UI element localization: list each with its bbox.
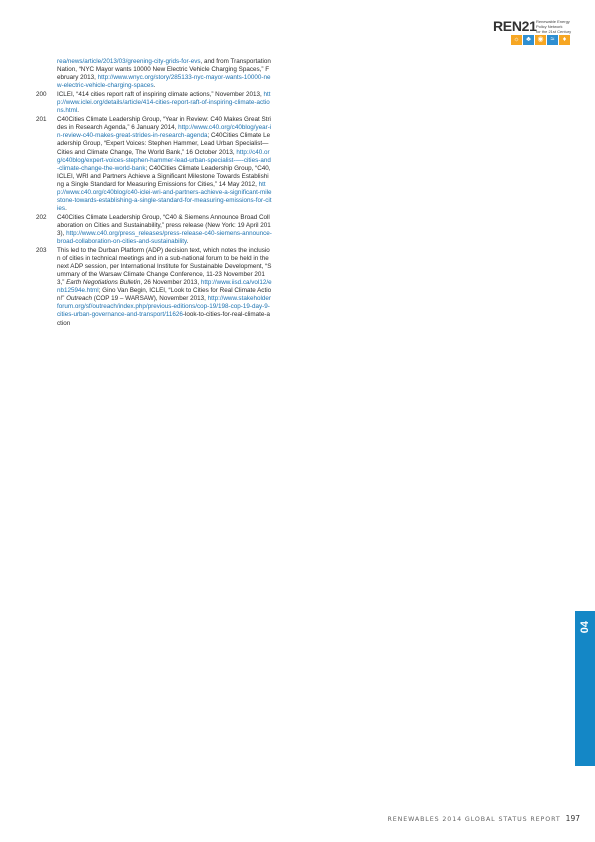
geothermal-icon: ◉ bbox=[535, 35, 546, 45]
endnote-link[interactable]: http://www.wnyc.org/story/285133-nyc-mayor-wants-10000-new-electric-vehicle-charging-spaces bbox=[57, 74, 271, 90]
endnote-italic-text: Earth Negotiations Bulletin bbox=[66, 279, 141, 287]
endnote-text: (COP 19 – WARSAW), November 2013, bbox=[92, 295, 208, 303]
endnote-text: . bbox=[153, 82, 156, 90]
ocean-icon: ≈ bbox=[547, 35, 558, 45]
logo-wordmark bbox=[493, 18, 537, 34]
hydro-icon: ♦ bbox=[559, 35, 570, 45]
endnote-text: . bbox=[65, 204, 67, 212]
page-number: 197 bbox=[565, 814, 580, 823]
endnote-number: 203 bbox=[36, 247, 47, 255]
endnote-text: C40Cities Climate Leadership Group, “C40 & Siemens Announce Broad Collaboration on Cities and Sustainability,” press release (New York: 19 April 2013), bbox=[57, 213, 271, 237]
endnote bbox=[36, 91, 272, 115]
logo-tagline bbox=[536, 19, 571, 34]
endnote bbox=[36, 247, 272, 327]
endnote bbox=[36, 116, 272, 213]
endnote-link[interactable]: http://www.c40.org/c40blog/c40-iclei-wri-and-partners-achieve-a-significant-milestone-towards-establishing-a-single-standard-for-measuring-emissions-for-cities bbox=[57, 180, 272, 212]
logo-icon-row bbox=[511, 35, 570, 45]
endnote-link[interactable]: http://www.stakeholderforum.org/sf/outreach/index.php/previous-editions/cop-19/198-cop-19-day-9-cities-urban-governance-and-transport/11626 bbox=[57, 295, 271, 319]
endnote-text: C40Cities Climate Leadership Group, “Year in Review: C40 Makes Great Strides in Research Agenda,” 6 January 2014, bbox=[57, 116, 271, 132]
logo-wordmark-number: 21 bbox=[521, 18, 537, 34]
endnote-text: ; C40Cities Climate Leadership Group, “C40, ICLEI, WRI and Partners Achieve a Significant Milestone Towards Establishing a Single Standard for Measuring Emissions for Cities,” 14 May 2012, bbox=[57, 164, 273, 188]
logo-tagline-line: for the 21st Century bbox=[536, 29, 572, 34]
endnote-text: , 26 November 2013, bbox=[140, 279, 201, 287]
footer-report-title: RENEWABLES 2014 GLOBAL STATUS REPORT bbox=[387, 816, 561, 823]
endnote-link[interactable]: http://www.c40.org/press_releases/press-release-c40-siemens-announce-broad-collaboration-on-cities-and-sustainability bbox=[57, 229, 272, 246]
endnote-number: 200 bbox=[36, 91, 47, 99]
endnote-text: . bbox=[77, 107, 80, 115]
endnote-number: 202 bbox=[36, 213, 47, 221]
chapter-tab-label: 04 bbox=[579, 621, 591, 634]
page-footer bbox=[380, 814, 580, 823]
biomass-icon: ♣ bbox=[523, 35, 534, 45]
endnote-text: , and from Transportation Nation, “NYC Mayor wants 10000 New Electric Vehicle Charging Spaces,” February 2013, bbox=[57, 58, 273, 82]
endnote-italic-text: Outreach bbox=[66, 295, 93, 303]
logo-tagline-line: Renewable Energy bbox=[536, 19, 570, 24]
endnote-text: . bbox=[186, 238, 189, 246]
endnote-link[interactable]: http://c40.org/c40blog/expert-voices-stephen-hammer-lead-urban-specialist-—-cities-and-climate-change-the-world-bank bbox=[57, 148, 271, 172]
logo-tagline-line: Policy Network bbox=[536, 24, 563, 29]
endnote-link[interactable]: http://www.iisd.ca/vol12/enb12594e.html bbox=[57, 279, 272, 295]
endnote-text: ICLEI, “414 cities report raft of inspiring climate actions,” November 2013, bbox=[57, 91, 264, 99]
sun-icon: ☼ bbox=[511, 35, 522, 45]
endnote-text: ; C40Cities Climate Leadership Group, “Expert Voices: Stephen Hammer, Lead Urban Specialist—Cities and Climate Change, The World Bank,” 16 October 2013, bbox=[57, 132, 271, 156]
endnote bbox=[36, 58, 272, 90]
endnote-link[interactable]: http://www.c40.org/c40blog/year-in-review-c40-makes-great-strides-in-research-agenda bbox=[57, 124, 272, 140]
endnote-number: 201 bbox=[36, 116, 47, 124]
ren21-logo bbox=[493, 18, 575, 48]
endnote-text: This led to the Durban Platform (ADP) decision text, which notes the inclusion of cities in technical meetings and in a sub-national forum to be held in the next ADP session, per International Institute for Sustainable Development, “Summary of the Warsaw Climate Change Conference, 11-23 November 2013,” bbox=[57, 247, 272, 287]
endnote bbox=[36, 214, 272, 246]
endnote-link[interactable]: rea/news/article/2013/03/greening-city-grids-for-evs bbox=[57, 58, 201, 65]
endnote-text: ; Gino Van Begin, ICLEI, “Look to Cities for Real Climate Action!” bbox=[57, 287, 272, 303]
endnote-text: -look-to-cities-for-real-climate-action bbox=[57, 311, 271, 327]
logo-wordmark-text: REN bbox=[493, 18, 522, 34]
chapter-tab bbox=[575, 611, 595, 766]
endnote-link[interactable]: http://www.iclei.org/details/article/414-cities-report-raft-of-inspiring-climate-actions.html bbox=[57, 91, 271, 115]
endnotes-list bbox=[36, 58, 272, 329]
